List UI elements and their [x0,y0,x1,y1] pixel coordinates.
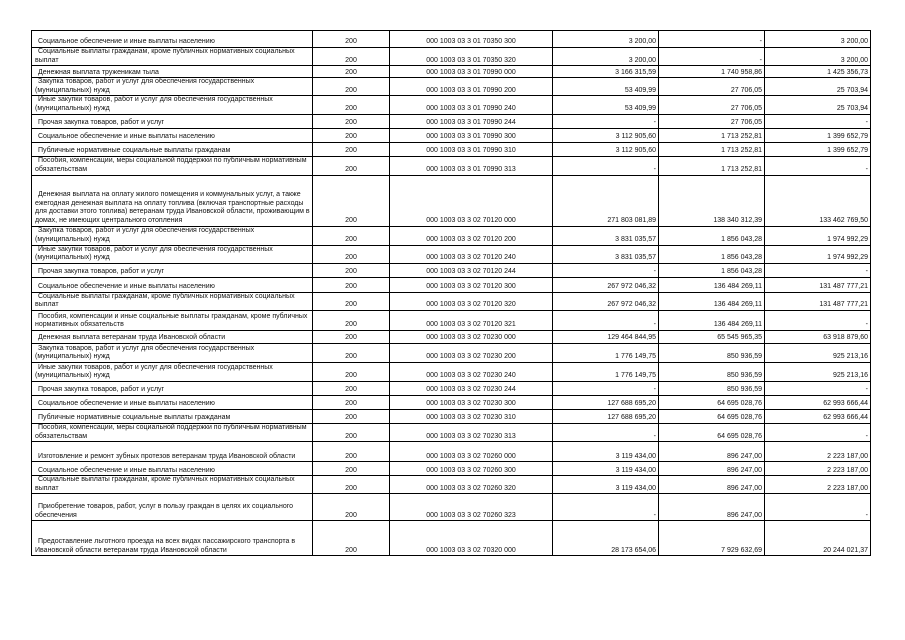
row-name-cell: Прочая закупка товаров, работ и услуг [32,381,313,395]
row-code-cell: 200 [313,442,390,462]
table-row [32,277,871,292]
row-approved-cell: - [553,263,659,277]
row-executed-cell: 896 247,00 [659,462,765,476]
row-code-cell: 200 [313,114,390,128]
row-executed-cell: 136 484 269,11 [659,292,765,310]
row-approved-cell: 3 119 434,00 [553,476,659,494]
row-code-cell: 200 [313,381,390,395]
row-kbk-cell: 000 1003 03 3 01 70990 200 [390,78,553,96]
row-unexecuted-cell: 1 974 992,29 [765,245,871,263]
row-approved-cell: - [553,310,659,330]
row-executed-cell: 1 713 252,81 [659,128,765,142]
row-code-cell: 200 [313,175,390,226]
row-unexecuted-cell: 2 223 187,00 [765,476,871,494]
row-code-cell: 200 [313,395,390,409]
row-unexecuted-cell: 925 213,16 [765,362,871,381]
row-kbk-cell: 000 1003 03 3 02 70230 310 [390,409,553,423]
row-code-cell: 200 [313,78,390,96]
table-row [32,362,871,381]
row-approved-cell: 3 200,00 [553,31,659,48]
row-name-cell: Публичные нормативные социальные выплаты гражданам [32,142,313,156]
row-executed-cell: 1 856 043,28 [659,226,765,245]
row-unexecuted-cell: 3 200,00 [765,31,871,48]
row-kbk-cell: 000 1003 03 3 01 70990 310 [390,142,553,156]
row-kbk-cell: 000 1003 03 3 02 70320 000 [390,521,553,556]
row-unexecuted-cell: 1 974 992,29 [765,226,871,245]
row-executed-cell: 1 856 043,28 [659,263,765,277]
row-executed-cell: 850 936,59 [659,343,765,362]
row-unexecuted-cell: 3 200,00 [765,48,871,66]
row-approved-cell: - [553,423,659,441]
row-name-cell: Денежная выплата ветеранам труда Ивановской области [32,330,313,343]
row-code-cell: 200 [313,156,390,175]
row-approved-cell: 3 112 905,60 [553,128,659,142]
row-code-cell: 200 [313,48,390,66]
row-kbk-cell: 000 1003 03 3 02 70120 320 [390,292,553,310]
table-row [32,263,871,277]
row-kbk-cell: 000 1003 03 3 02 70230 000 [390,330,553,343]
row-code-cell: 200 [313,343,390,362]
budget-execution-table [31,30,871,556]
table-row [32,409,871,423]
row-unexecuted-cell: - [765,423,871,441]
table-row [32,114,871,128]
row-approved-cell: 3 831 035,57 [553,226,659,245]
row-executed-cell: 138 340 312,39 [659,175,765,226]
row-name-cell: Социальные выплаты гражданам, кроме публичных нормативных социальных выплат [32,48,313,66]
row-executed-cell: 1 713 252,81 [659,142,765,156]
budget-report-page [31,30,870,556]
table-row [32,226,871,245]
row-executed-cell: 27 706,05 [659,96,765,114]
row-approved-cell: 28 173 654,06 [553,521,659,556]
table-row [32,48,871,66]
row-kbk-cell: 000 1003 03 3 02 70260 320 [390,476,553,494]
row-executed-cell: - [659,31,765,48]
row-code-cell: 200 [313,476,390,494]
row-code-cell: 200 [313,66,390,78]
table-row [32,31,871,48]
row-code-cell: 200 [313,245,390,263]
row-name-cell: Социальное обеспечение и иные выплаты населению [32,277,313,292]
table-row [32,66,871,78]
row-name-cell: Предоставление льготного проезда на всех видах пассажирского транспорта в Ивановской области ветеранам труда Ивановской области [32,521,313,556]
row-unexecuted-cell: - [765,310,871,330]
row-name-cell: Изготовление и ремонт зубных протезов ветеранам труда Ивановской области [32,442,313,462]
row-executed-cell: 850 936,59 [659,362,765,381]
row-unexecuted-cell: 63 918 879,60 [765,330,871,343]
row-approved-cell: 267 972 046,32 [553,277,659,292]
table-body [32,31,871,556]
row-name-cell: Пособия, компенсации, меры социальной поддержки по публичным нормативным обязательствам [32,423,313,441]
table-row [32,343,871,362]
row-code-cell: 200 [313,277,390,292]
row-kbk-cell: 000 1003 03 3 01 70990 000 [390,66,553,78]
row-kbk-cell: 000 1003 03 3 01 70990 244 [390,114,553,128]
row-approved-cell: - [553,494,659,521]
row-unexecuted-cell: 2 223 187,00 [765,462,871,476]
row-kbk-cell: 000 1003 03 3 02 70120 240 [390,245,553,263]
row-executed-cell: 64 695 028,76 [659,423,765,441]
row-name-cell: Прочая закупка товаров, работ и услуг [32,114,313,128]
table-row [32,310,871,330]
row-code-cell: 200 [313,462,390,476]
row-approved-cell: 1 776 149,75 [553,362,659,381]
row-unexecuted-cell: 25 703,94 [765,96,871,114]
row-executed-cell: 1 856 043,28 [659,245,765,263]
row-unexecuted-cell: - [765,381,871,395]
row-approved-cell: 3 119 434,00 [553,462,659,476]
row-name-cell: Денежная выплата труженикам тыла [32,66,313,78]
row-kbk-cell: 000 1003 03 3 02 70260 323 [390,494,553,521]
row-kbk-cell: 000 1003 03 3 02 70230 200 [390,343,553,362]
row-approved-cell: 3 119 434,00 [553,442,659,462]
row-name-cell: Социальные выплаты гражданам, кроме публичных нормативных социальных выплат [32,292,313,310]
row-approved-cell: 127 688 695,20 [553,409,659,423]
table-row [32,442,871,462]
row-approved-cell: 1 776 149,75 [553,343,659,362]
table-row [32,156,871,175]
row-code-cell: 200 [313,142,390,156]
row-kbk-cell: 000 1003 03 3 01 70990 313 [390,156,553,175]
row-kbk-cell: 000 1003 03 3 01 70990 300 [390,128,553,142]
row-code-cell: 200 [313,96,390,114]
row-approved-cell: 3 112 905,60 [553,142,659,156]
row-code-cell: 200 [313,31,390,48]
table-row [32,494,871,521]
row-kbk-cell: 000 1003 03 3 02 70230 240 [390,362,553,381]
row-executed-cell: 27 706,05 [659,114,765,128]
row-executed-cell: 7 929 632,69 [659,521,765,556]
row-name-cell: Закупка товаров, работ и услуг для обеспечения государственных (муниципальных) нужд [32,343,313,362]
row-unexecuted-cell: - [765,114,871,128]
row-executed-cell: 1 713 252,81 [659,156,765,175]
table-row [32,175,871,226]
row-approved-cell: 3 831 035,57 [553,245,659,263]
row-executed-cell: 64 695 028,76 [659,395,765,409]
row-unexecuted-cell: 925 213,16 [765,343,871,362]
table-row [32,462,871,476]
table-row [32,395,871,409]
row-name-cell: Иные закупки товаров, работ и услуг для обеспечения государственных (муниципальных) нужд [32,245,313,263]
row-kbk-cell: 000 1003 03 3 02 70260 300 [390,462,553,476]
row-approved-cell: 53 409,99 [553,78,659,96]
row-name-cell: Социальное обеспечение и иные выплаты населению [32,462,313,476]
table-row [32,142,871,156]
table-row [32,476,871,494]
row-code-cell: 200 [313,310,390,330]
row-executed-cell: 65 545 965,35 [659,330,765,343]
row-code-cell: 200 [313,292,390,310]
row-unexecuted-cell: 25 703,94 [765,78,871,96]
row-name-cell: Закупка товаров, работ и услуг для обеспечения государственных (муниципальных) нужд [32,226,313,245]
row-unexecuted-cell: 133 462 769,50 [765,175,871,226]
table-row [32,423,871,441]
row-approved-cell: 3 200,00 [553,48,659,66]
row-name-cell: Иные закупки товаров, работ и услуг для обеспечения государственных (муниципальных) нужд [32,362,313,381]
row-kbk-cell: 000 1003 03 3 02 70120 300 [390,277,553,292]
row-code-cell: 200 [313,409,390,423]
row-name-cell: Социальное обеспечение и иные выплаты населению [32,395,313,409]
row-name-cell: Прочая закупка товаров, работ и услуг [32,263,313,277]
row-executed-cell: 1 740 958,86 [659,66,765,78]
row-unexecuted-cell: 131 487 777,21 [765,277,871,292]
row-name-cell: Пособия, компенсации и иные социальные выплаты гражданам, кроме публичных нормативных обязательств [32,310,313,330]
row-unexecuted-cell: 131 487 777,21 [765,292,871,310]
row-kbk-cell: 000 1003 03 3 01 70350 300 [390,31,553,48]
row-approved-cell: 53 409,99 [553,96,659,114]
row-code-cell: 200 [313,362,390,381]
row-name-cell: Пособия, компенсации, меры социальной поддержки по публичным нормативным обязательствам [32,156,313,175]
row-kbk-cell: 000 1003 03 3 01 70350 320 [390,48,553,66]
row-name-cell: Закупка товаров, работ и услуг для обеспечения государственных (муниципальных) нужд [32,78,313,96]
row-executed-cell: 850 936,59 [659,381,765,395]
row-approved-cell: 3 166 315,59 [553,66,659,78]
row-executed-cell: 896 247,00 [659,476,765,494]
table-row [32,381,871,395]
row-executed-cell: - [659,48,765,66]
row-unexecuted-cell: - [765,494,871,521]
row-name-cell: Денежная выплата на оплату жилого помещения и коммунальных услуг, а также ежегодная денежная выплата на оплату топлива (включая транспортные расходы для доставки этого топлива) ветеранам труда Ивановской области, проживающим в домах, не имеющих центрального отопления [32,175,313,226]
row-name-cell: Социальные выплаты гражданам, кроме публичных нормативных социальных выплат [32,476,313,494]
row-code-cell: 200 [313,330,390,343]
table-row [32,330,871,343]
row-unexecuted-cell: 1 399 652,79 [765,142,871,156]
row-approved-cell: 267 972 046,32 [553,292,659,310]
table-row [32,78,871,96]
row-executed-cell: 64 695 028,76 [659,409,765,423]
table-row [32,128,871,142]
row-approved-cell: 129 464 844,95 [553,330,659,343]
row-code-cell: 200 [313,226,390,245]
row-name-cell: Иные закупки товаров, работ и услуг для обеспечения государственных (муниципальных) нужд [32,96,313,114]
row-code-cell: 200 [313,263,390,277]
row-kbk-cell: 000 1003 03 3 02 70230 300 [390,395,553,409]
row-code-cell: 200 [313,128,390,142]
row-kbk-cell: 000 1003 03 3 02 70230 313 [390,423,553,441]
row-executed-cell: 27 706,05 [659,78,765,96]
row-approved-cell: - [553,114,659,128]
row-executed-cell: 896 247,00 [659,494,765,521]
row-code-cell: 200 [313,521,390,556]
row-name-cell: Приобретение товаров, работ, услуг в пользу граждан в целях их социального обеспечения [32,494,313,521]
row-kbk-cell: 000 1003 03 3 02 70120 000 [390,175,553,226]
row-kbk-cell: 000 1003 03 3 02 70120 244 [390,263,553,277]
row-unexecuted-cell: 20 244 021,37 [765,521,871,556]
row-kbk-cell: 000 1003 03 3 02 70120 200 [390,226,553,245]
row-name-cell: Публичные нормативные социальные выплаты гражданам [32,409,313,423]
row-executed-cell: 136 484 269,11 [659,310,765,330]
row-unexecuted-cell: - [765,263,871,277]
table-row [32,521,871,556]
row-kbk-cell: 000 1003 03 3 02 70120 321 [390,310,553,330]
row-unexecuted-cell: 2 223 187,00 [765,442,871,462]
row-approved-cell: 127 688 695,20 [553,395,659,409]
row-approved-cell: - [553,156,659,175]
row-kbk-cell: 000 1003 03 3 02 70230 244 [390,381,553,395]
row-unexecuted-cell: 62 993 666,44 [765,395,871,409]
row-executed-cell: 896 247,00 [659,442,765,462]
row-approved-cell: 271 803 081,89 [553,175,659,226]
row-unexecuted-cell: - [765,156,871,175]
row-code-cell: 200 [313,494,390,521]
table-row [32,245,871,263]
row-kbk-cell: 000 1003 03 3 02 70260 000 [390,442,553,462]
row-executed-cell: 136 484 269,11 [659,277,765,292]
table-row [32,292,871,310]
row-name-cell: Социальное обеспечение и иные выплаты населению [32,128,313,142]
row-unexecuted-cell: 62 993 666,44 [765,409,871,423]
row-kbk-cell: 000 1003 03 3 01 70990 240 [390,96,553,114]
row-unexecuted-cell: 1 425 356,73 [765,66,871,78]
row-code-cell: 200 [313,423,390,441]
row-name-cell: Социальное обеспечение и иные выплаты населению [32,31,313,48]
row-approved-cell: - [553,381,659,395]
row-unexecuted-cell: 1 399 652,79 [765,128,871,142]
table-row [32,96,871,114]
